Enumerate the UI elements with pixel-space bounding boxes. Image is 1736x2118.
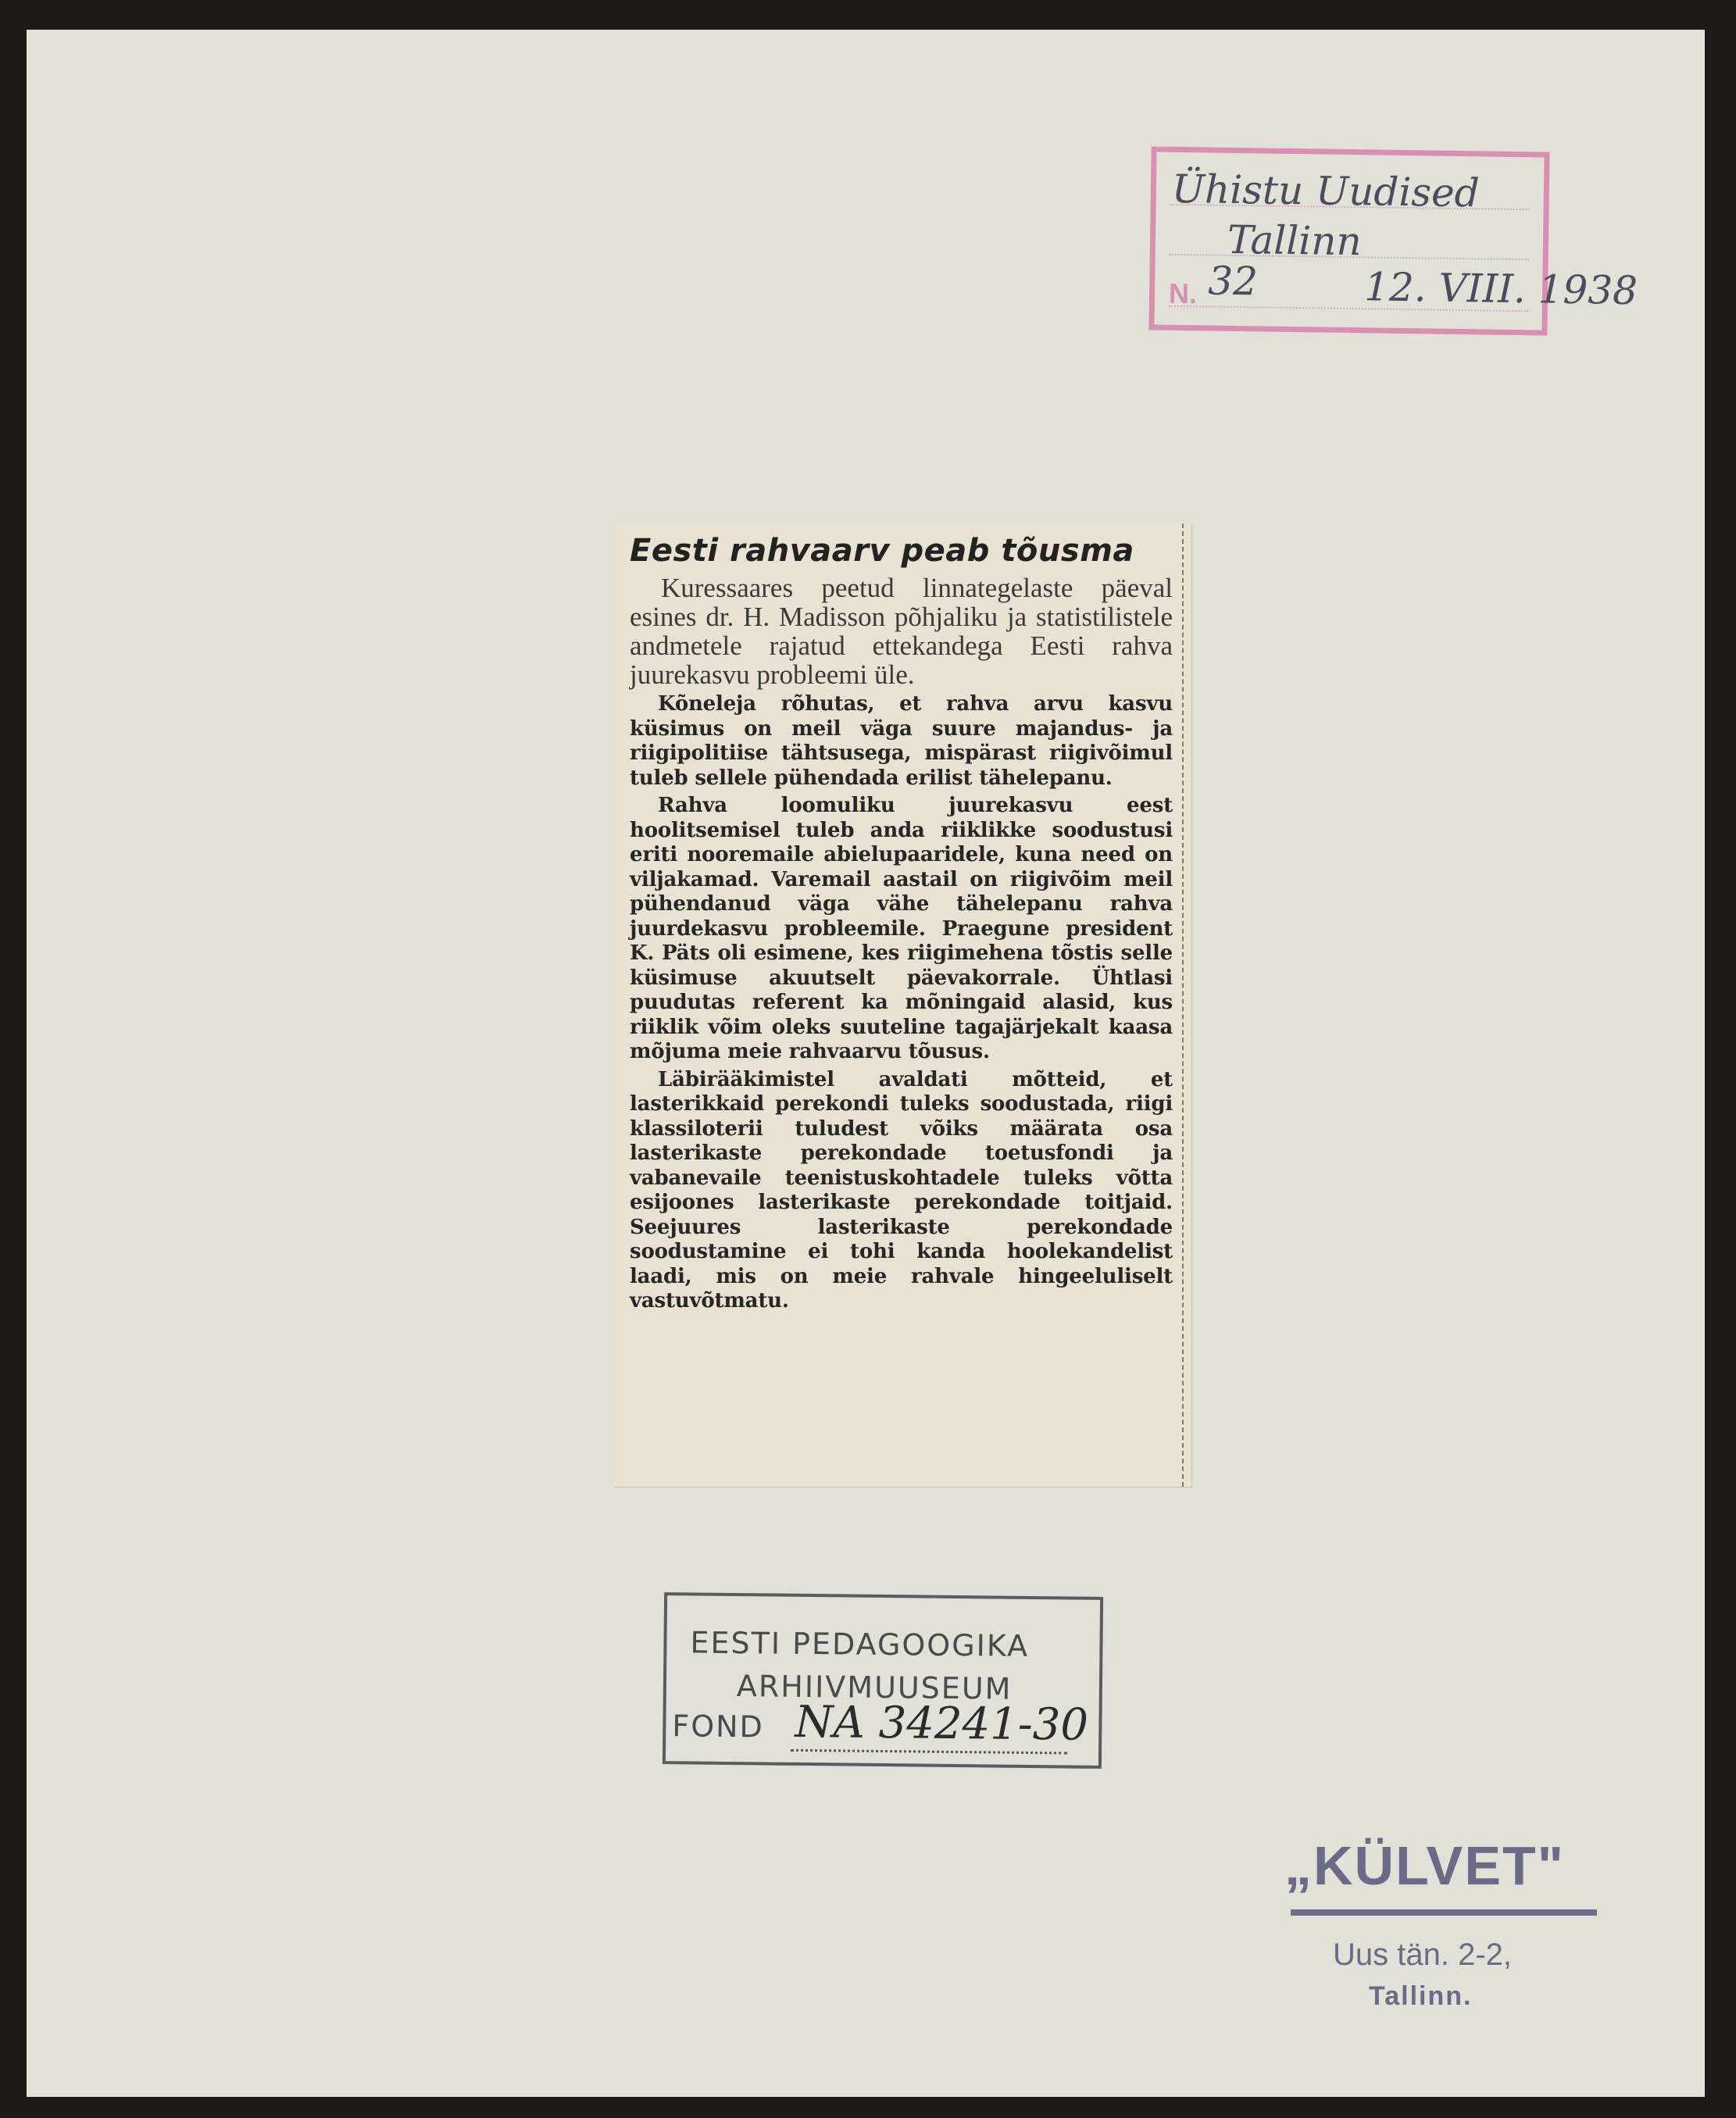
article-paragraph: Kõneleja rõhutas, et rahva arvu kasvu küsimus on meil väga suure majandus- ja riigipolitiise tähtsusega, mispärast riigivõimul tuleb sellele pühendada erilist tähelepanu. [630,692,1173,790]
article-paragraph: Läbirääkimistel avaldati mõtteid, et lasterikkaid perekondi tuleks soodustada, riigi klassiloterii tuludest võiks määrata osa lasterikaste perekondade toetusfondi ja vabanevaile teenistuskohtadele tuleks võtta esijoones lasterikaste perekondade toitjaid. Seejuures lasterikaste perekondade soodustamine ei tohi kanda hoolekandelist laadi, mis on meie rahvale hingeeluliselt vastuvõtmatu. [630,1067,1173,1313]
article-paragraph: Rahva loomuliku juurekasvu eest hoolitsemisel tuleb anda riiklikke soodustusi eriti nooremaile abielupaaridele, kuna need on viljakamad. Varemail aastail on riigivõim meil pühendanud väga vähe tähelepanu rahva juurdekasvu probleemile. Praegune president K. Päts oli esimene, kes riigimehena tõstis selle küsimuse akuutselt päevakorrale. Ühtlasi puudutas referent ka mõningaid alasid, kus riiklik võim oleks suuteline tagajärjekalt kaasa mõjuma meie rahvaarvu tõusus. [630,794,1173,1063]
article-lead: Kuressaares peetud linnategelaste päeval esines dr. H. Madisson põhjaliku ja statistilistele andmetele rajatud ettekandega Eesti rahva juurekasvu probleemi üle. [630,573,1173,690]
archive-stamp [663,1592,1103,1769]
printer-address: Uus tän. 2-2, [1333,1938,1513,1972]
document-sheet [27,30,1705,2097]
handwritten-issue-number: 32 [1207,258,1259,305]
printer-city: Tallinn. [1369,1981,1473,2011]
handwritten-date: 12. VIII. 1938 [1363,264,1638,314]
archive-stamp-line1: EESTI PEDAGOOGIKA [690,1625,1030,1663]
handwritten-paper-name: Ühistu Uudised [1171,166,1481,216]
article-headline: Eesti rahvaarv peab tõusma [630,533,1134,569]
newspaper-clipping [614,523,1191,1487]
fond-label: FOND [672,1709,765,1745]
fond-number: NA 34241-30 [795,1696,1089,1751]
printer-stamp [1284,1834,1644,2038]
handwritten-city: Tallinn [1227,216,1363,265]
printer-rule [1291,1909,1597,1916]
archive-stamp-line2: ARHIIVMUUSEUM [736,1669,1013,1706]
stamp-number-label: N. [1168,277,1198,310]
article-body [630,692,1173,1314]
printer-name: „KÜLVET" [1284,1835,1565,1896]
source-stamp [1148,146,1638,335]
clipping-edge [1182,523,1184,1487]
